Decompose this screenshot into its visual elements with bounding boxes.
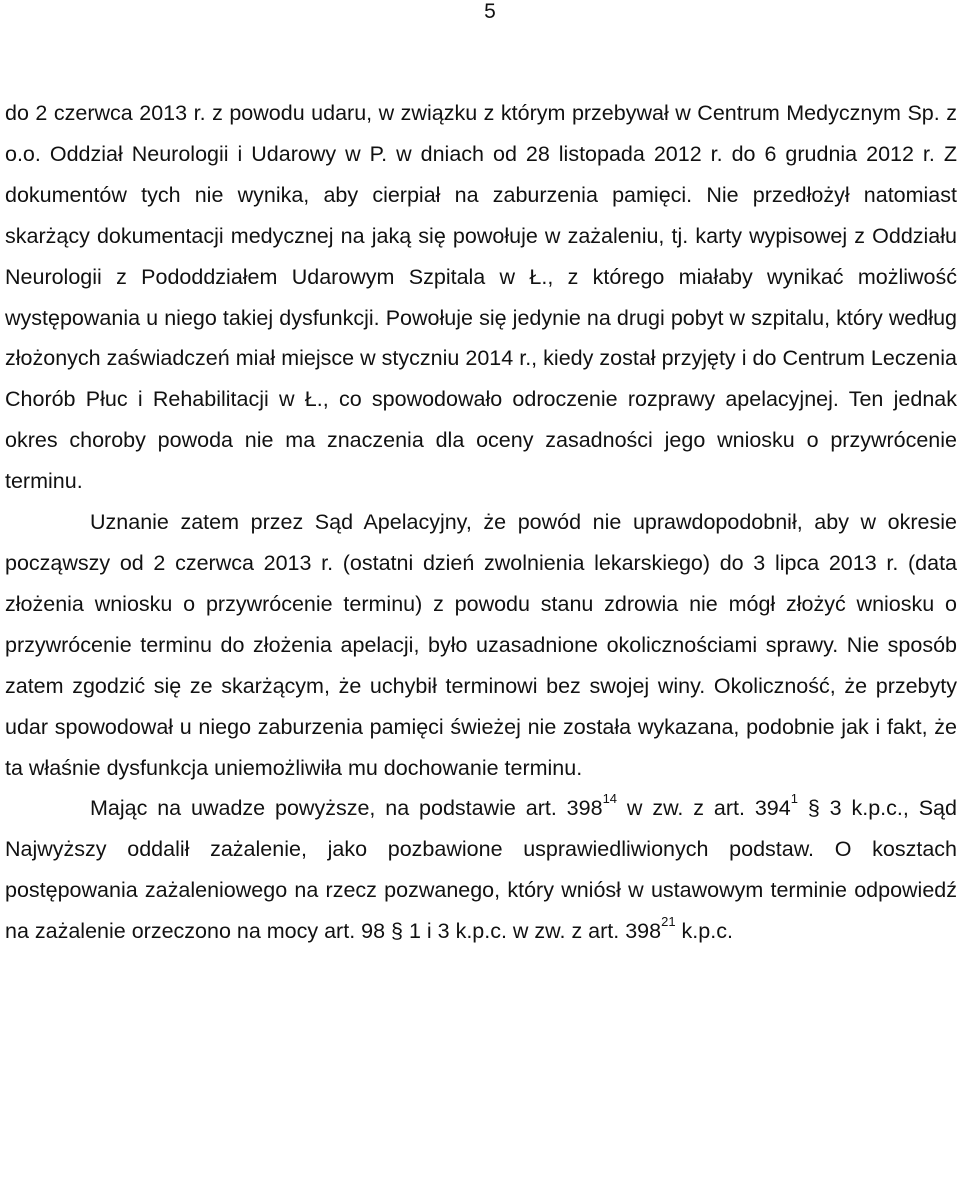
ruling-text-4: k.p.c. <box>675 919 733 944</box>
paragraph-court-assessment: Uznanie zatem przez Sąd Apelacyjny, że powód nie uprawdopodobnił, aby w okresie począwszy od 2 czerwca 2013 r. (ostatni dzień zwolnienia lekarskiego) do 3 lipca 2013 r. (data złożenia wniosku o przywrócenie terminu) z powodu stanu zdrowia nie mógł złożyć wniosku o przywrócenie terminu do złożenia apelacji, było uzasadnione okolicznościami sprawy. Nie sposób zatem zgodzić się ze skarżącym, że uchybił terminowi bez swojej winy. Okoliczność, że przebyty udar spowodował u niego zaburzenia pamięci świeżej nie została wykazana, podobnie jak i fakt, że ta właśnie dysfunkcja uniemożliwiła mu dochowanie terminu. <box>5 510 957 780</box>
ruling-text-1: Mając na uwadze powyższe, na podstawie art. 398 <box>90 796 603 821</box>
ruling-text-3: § 3 k.p.c., Sąd Najwyższy oddalił zażalenie, jako pozbawione usprawiedliwionych podstaw. O kosztach postępowania zażaleniowego na rzecz pozwanego, który wniósł w ustawowym terminie odpowiedź na zażalenie orzeczono na mocy art. 98 § 1 i 3 k.p.c. w zw. z art. 398 <box>5 796 957 944</box>
superscript-14: 14 <box>602 791 618 807</box>
paragraph-ruling <box>5 788 957 952</box>
paragraph-continuation: do 2 czerwca 2013 r. z powodu udaru, w związku z którym przebywał w Centrum Medycznym Sp. z o.o. Oddział Neurologii i Udarowy w P. w dniach od 28 listopada 2012 r. do 6 grudnia 2012 r. Z dokumentów tych nie wynika, aby cierpiał na zaburzenia pamięci. Nie przedłożył natomiast skarżący dokumentacji medycznej na jaką się powołuje w zażaleniu, tj. karty wypisowej z Oddziału Neurologii z Pododdziałem Udarowym Szpitala w Ł., z którego miałaby wynikać możliwość występowania u niego takiej dysfunkcji. Powołuje się jedynie na drugi pobyt w szpitalu, który według złożonych zaświadczeń miał miejsce w styczniu 2014 r., kiedy został przyjęty i do Centrum Leczenia Chorób Płuc i Rehabilitacji w Ł., co spowodowało odroczenie rozprawy apelacyjnej. Ten jednak okres choroby powoda nie ma znaczenia dla oceny zasadności jego wniosku o przywrócenie terminu. <box>5 101 957 494</box>
ruling-text-2: w zw. z art. 394 <box>617 796 791 821</box>
superscript-21: 21 <box>661 914 676 930</box>
document-body <box>5 93 957 952</box>
superscript-1: 1 <box>790 791 798 807</box>
page-number-text: 5 <box>484 0 496 23</box>
page-number <box>0 0 960 24</box>
